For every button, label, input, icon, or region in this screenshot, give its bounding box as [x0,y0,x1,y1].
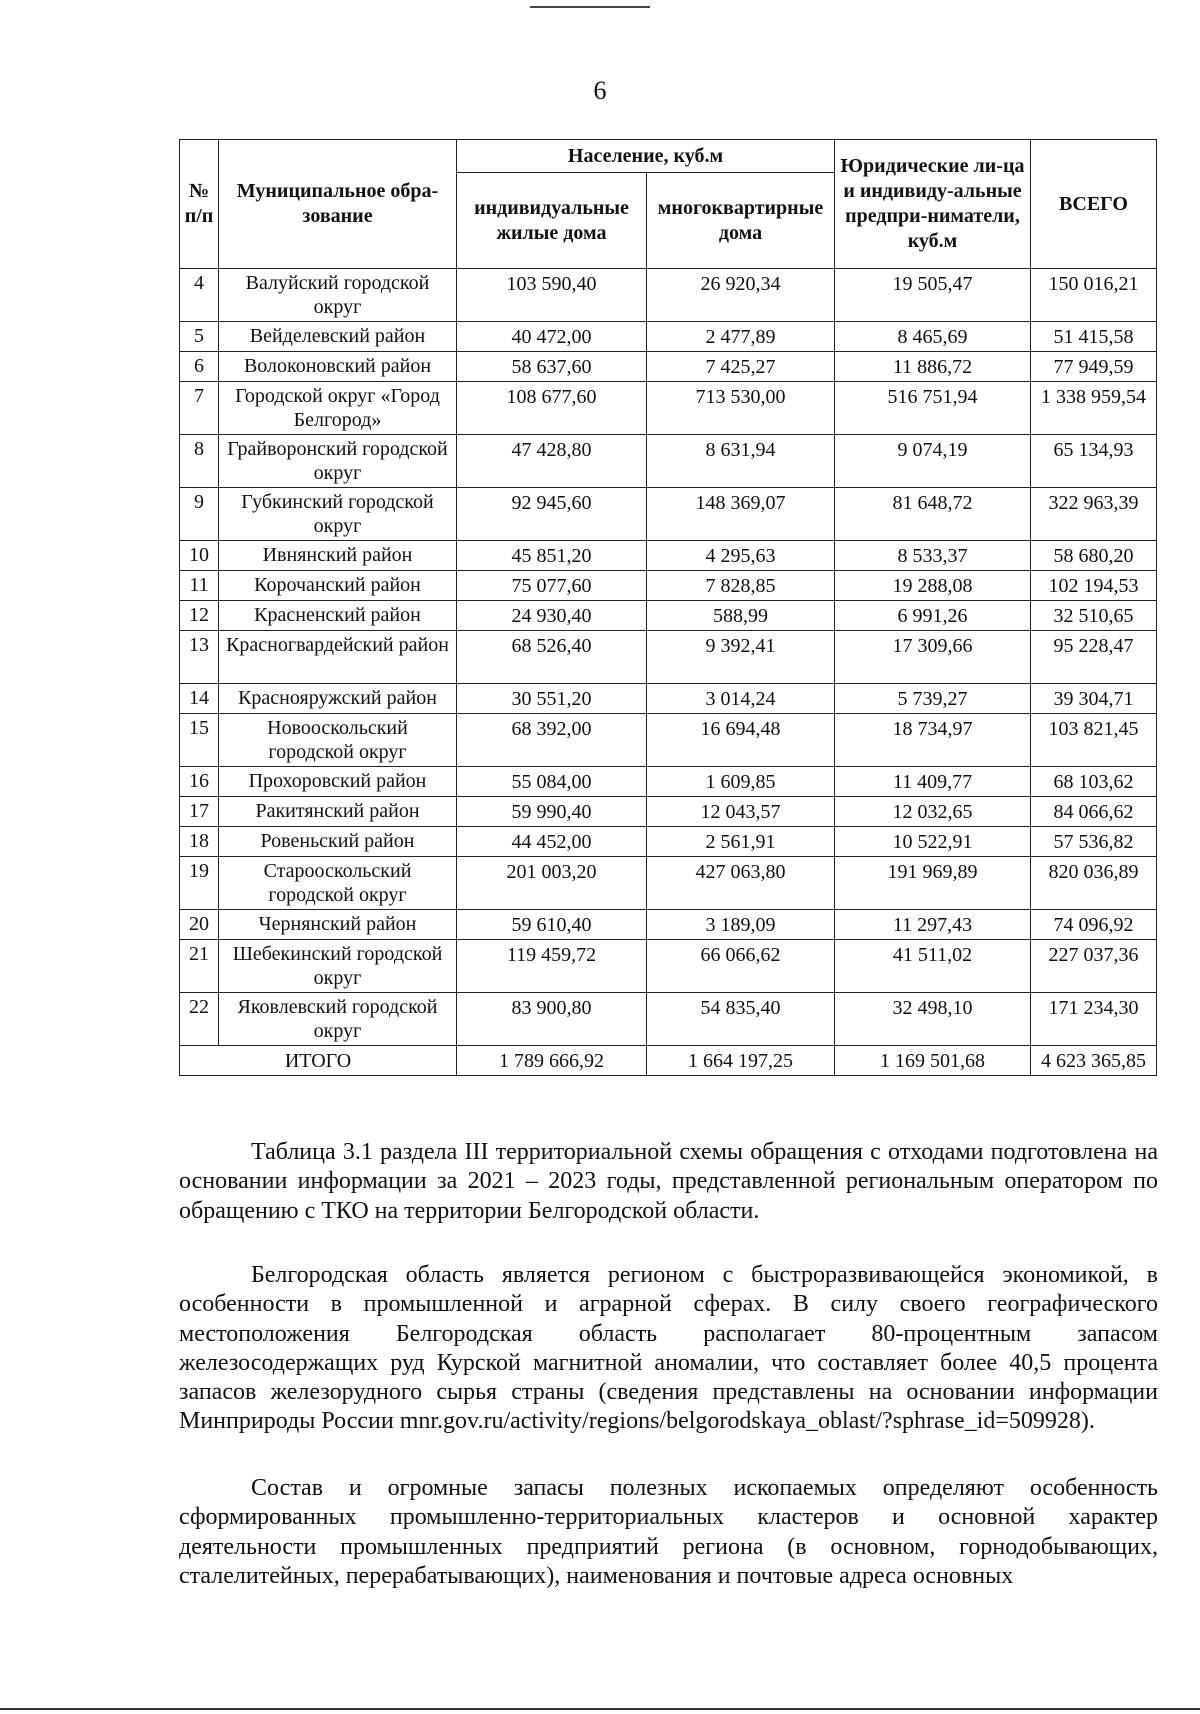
municipality-name: Городской округ «Город Белгород» [219,382,457,435]
table-row [180,571,1157,601]
individual-houses-value: 92 945,60 [457,488,647,541]
row-total-value: 68 103,62 [1031,767,1157,797]
apartment-buildings-value: 2 561,91 [647,827,835,857]
legal-entities-value: 6 991,26 [835,601,1031,631]
apartment-buildings-value: 713 530,00 [647,382,835,435]
table-row [180,857,1157,910]
table-row [180,488,1157,541]
apartment-buildings-value: 1 609,85 [647,767,835,797]
legal-entities-value: 11 886,72 [835,352,1031,382]
legal-entities-value: 41 511,02 [835,940,1031,993]
individual-houses-value: 55 084,00 [457,767,647,797]
row-total-value: 57 536,82 [1031,827,1157,857]
individual-houses-value: 45 851,20 [457,541,647,571]
individual-houses-value: 47 428,80 [457,435,647,488]
row-total-value: 102 194,53 [1031,571,1157,601]
individual-houses-value: 24 930,40 [457,601,647,631]
row-total-value: 32 510,65 [1031,601,1157,631]
municipality-name: Краснояружский район [219,684,457,714]
row-number: 17 [180,797,219,827]
row-total-value: 150 016,21 [1031,269,1157,322]
legal-entities-value: 17 309,66 [835,631,1031,684]
individual-houses-value: 58 637,60 [457,352,647,382]
row-number: 6 [180,352,219,382]
row-total-value: 103 821,45 [1031,714,1157,767]
municipality-name: Грайворонский городской округ [219,435,457,488]
header-individual-houses: индивидуальные жилые дома [457,173,647,269]
row-number: 7 [180,382,219,435]
individual-houses-value: 68 526,40 [457,631,647,684]
row-total-value: 65 134,93 [1031,435,1157,488]
row-number: 11 [180,571,219,601]
row-number: 22 [180,993,219,1046]
row-number: 14 [180,684,219,714]
row-total-value: 1 338 959,54 [1031,382,1157,435]
table-row [180,601,1157,631]
table-row [180,382,1157,435]
totals-total: 4 623 365,85 [1031,1046,1157,1076]
municipality-name: Прохоровский район [219,767,457,797]
paragraph-2: Белгородская область является регионом с быстроразвивающейся экономикой, в особенности в промышленной и аграрной сферах. В силу своего географического местоположения Белгородская область располагает 80-процентным запасом железосодержащих руд Курской магнитной аномалии, что составляет более 40,5 процента запасов железорудного сырья страны (сведения представлены на основании информации Минприроды России mnr.gov.ru/activity/regions/belgorodskaya_oblast/?sphrase_id=509928). [179,1262,1158,1435]
bottom-rule [0,1708,1200,1710]
row-total-value: 820 036,89 [1031,857,1157,910]
header-total: ВСЕГО [1031,140,1157,269]
waste-volume-table [179,139,1157,1076]
apartment-buildings-value: 12 043,57 [647,797,835,827]
row-number: 21 [180,940,219,993]
row-number: 12 [180,601,219,631]
apartment-buildings-value: 7 828,85 [647,571,835,601]
row-total-value: 39 304,71 [1031,684,1157,714]
table-row [180,269,1157,322]
apartment-buildings-value: 2 477,89 [647,322,835,352]
legal-entities-value: 8 533,37 [835,541,1031,571]
row-number: 9 [180,488,219,541]
table-row [180,352,1157,382]
table-row [180,940,1157,993]
paragraph-1: Таблица 3.1 раздела III территориальной схемы обращения с отходами подготовлена на основании информации за 2021 – 2023 годы, представленной региональным оператором по обращению с ТКО на территории Белгородской области. [179,1139,1158,1224]
header-num: № п/п [180,140,219,269]
table-row [180,322,1157,352]
legal-entities-value: 8 465,69 [835,322,1031,352]
totals-label: ИТОГО [180,1046,457,1076]
municipality-name: Шебекинский городской округ [219,940,457,993]
individual-houses-value: 108 677,60 [457,382,647,435]
row-total-value: 51 415,58 [1031,322,1157,352]
row-total-value: 95 228,47 [1031,631,1157,684]
row-number: 4 [180,269,219,322]
table-row [180,797,1157,827]
totals-individual: 1 789 666,92 [457,1046,647,1076]
legal-entities-value: 12 032,65 [835,797,1031,827]
header-municipality: Муниципальное обра-зование [219,140,457,269]
individual-houses-value: 75 077,60 [457,571,647,601]
table-row [180,910,1157,940]
row-total-value: 84 066,62 [1031,797,1157,827]
municipality-name: Новооскольский городской округ [219,714,457,767]
individual-houses-value: 59 610,40 [457,910,647,940]
apartment-buildings-value: 9 392,41 [647,631,835,684]
apartment-buildings-value: 4 295,63 [647,541,835,571]
table-row [180,684,1157,714]
legal-entities-value: 11 409,77 [835,767,1031,797]
totals-apartment: 1 664 197,25 [647,1046,835,1076]
row-number: 15 [180,714,219,767]
top-rule [530,6,650,8]
table-row [180,435,1157,488]
row-number: 5 [180,322,219,352]
page-number: 6 [593,76,607,105]
apartment-buildings-value: 8 631,94 [647,435,835,488]
municipality-name: Ивнянский район [219,541,457,571]
legal-entities-value: 18 734,97 [835,714,1031,767]
legal-entities-value: 10 522,91 [835,827,1031,857]
apartment-buildings-value: 16 694,48 [647,714,835,767]
row-total-value: 77 949,59 [1031,352,1157,382]
individual-houses-value: 40 472,00 [457,322,647,352]
table-body [180,269,1157,1046]
apartment-buildings-value: 66 066,62 [647,940,835,993]
row-total-value: 58 680,20 [1031,541,1157,571]
row-total-value: 171 234,30 [1031,993,1157,1046]
individual-houses-value: 201 003,20 [457,857,647,910]
municipality-name: Красненский район [219,601,457,631]
individual-houses-value: 119 459,72 [457,940,647,993]
apartment-buildings-value: 54 835,40 [647,993,835,1046]
municipality-name: Корочанский район [219,571,457,601]
table-row [180,714,1157,767]
table-row [180,993,1157,1046]
table-row [180,631,1157,684]
legal-entities-value: 5 739,27 [835,684,1031,714]
legal-entities-value: 516 751,94 [835,382,1031,435]
header-legal-entities: Юридические ли-ца и индивиду-альные предпри-ниматели, куб.м [835,140,1031,269]
legal-entities-value: 81 648,72 [835,488,1031,541]
municipality-name: Старооскольский городской округ [219,857,457,910]
table-row [180,827,1157,857]
row-number: 20 [180,910,219,940]
individual-houses-value: 59 990,40 [457,797,647,827]
municipality-name: Ракитянский район [219,797,457,827]
row-number: 10 [180,541,219,571]
municipality-name: Вейделевский район [219,322,457,352]
municipality-name: Яковлевский городской округ [219,993,457,1046]
row-total-value: 74 096,92 [1031,910,1157,940]
row-total-value: 322 963,39 [1031,488,1157,541]
individual-houses-value: 103 590,40 [457,269,647,322]
row-number: 18 [180,827,219,857]
legal-entities-value: 9 074,19 [835,435,1031,488]
apartment-buildings-value: 26 920,34 [647,269,835,322]
individual-houses-value: 44 452,00 [457,827,647,857]
row-number: 8 [180,435,219,488]
row-number: 13 [180,631,219,684]
individual-houses-value: 68 392,00 [457,714,647,767]
totals-legal: 1 169 501,68 [835,1046,1031,1076]
header-population-group: Население, куб.м [457,140,835,173]
apartment-buildings-value: 7 425,27 [647,352,835,382]
table-row [180,767,1157,797]
municipality-name: Красногвардейский район [219,631,457,684]
legal-entities-value: 32 498,10 [835,993,1031,1046]
municipality-name: Губкинский городской округ [219,488,457,541]
row-number: 19 [180,857,219,910]
municipality-name: Волоконовский район [219,352,457,382]
legal-entities-value: 19 288,08 [835,571,1031,601]
apartment-buildings-value: 588,99 [647,601,835,631]
apartment-buildings-value: 427 063,80 [647,857,835,910]
legal-entities-value: 191 969,89 [835,857,1031,910]
individual-houses-value: 83 900,80 [457,993,647,1046]
row-total-value: 227 037,36 [1031,940,1157,993]
apartment-buildings-value: 3 014,24 [647,684,835,714]
apartment-buildings-value: 148 369,07 [647,488,835,541]
municipality-name: Валуйский городской округ [219,269,457,322]
apartment-buildings-value: 3 189,09 [647,910,835,940]
table-row [180,541,1157,571]
individual-houses-value: 30 551,20 [457,684,647,714]
legal-entities-value: 19 505,47 [835,269,1031,322]
row-number: 16 [180,767,219,797]
header-apartment-buildings: многоквартирные дома [647,173,835,269]
totals-row [180,1046,1157,1076]
legal-entities-value: 11 297,43 [835,910,1031,940]
municipality-name: Чернянский район [219,910,457,940]
municipality-name: Ровеньский район [219,827,457,857]
paragraph-3: Состав и огромные запасы полезных ископаемых определяют особенность сформированных промышленно-территориальных кластеров и основной характер деятельности промышленных предприятий региона (в основном, горнодобывающих, сталелитейных, перерабатывающих), наименования и почтовые адреса основных [179,1475,1158,1589]
